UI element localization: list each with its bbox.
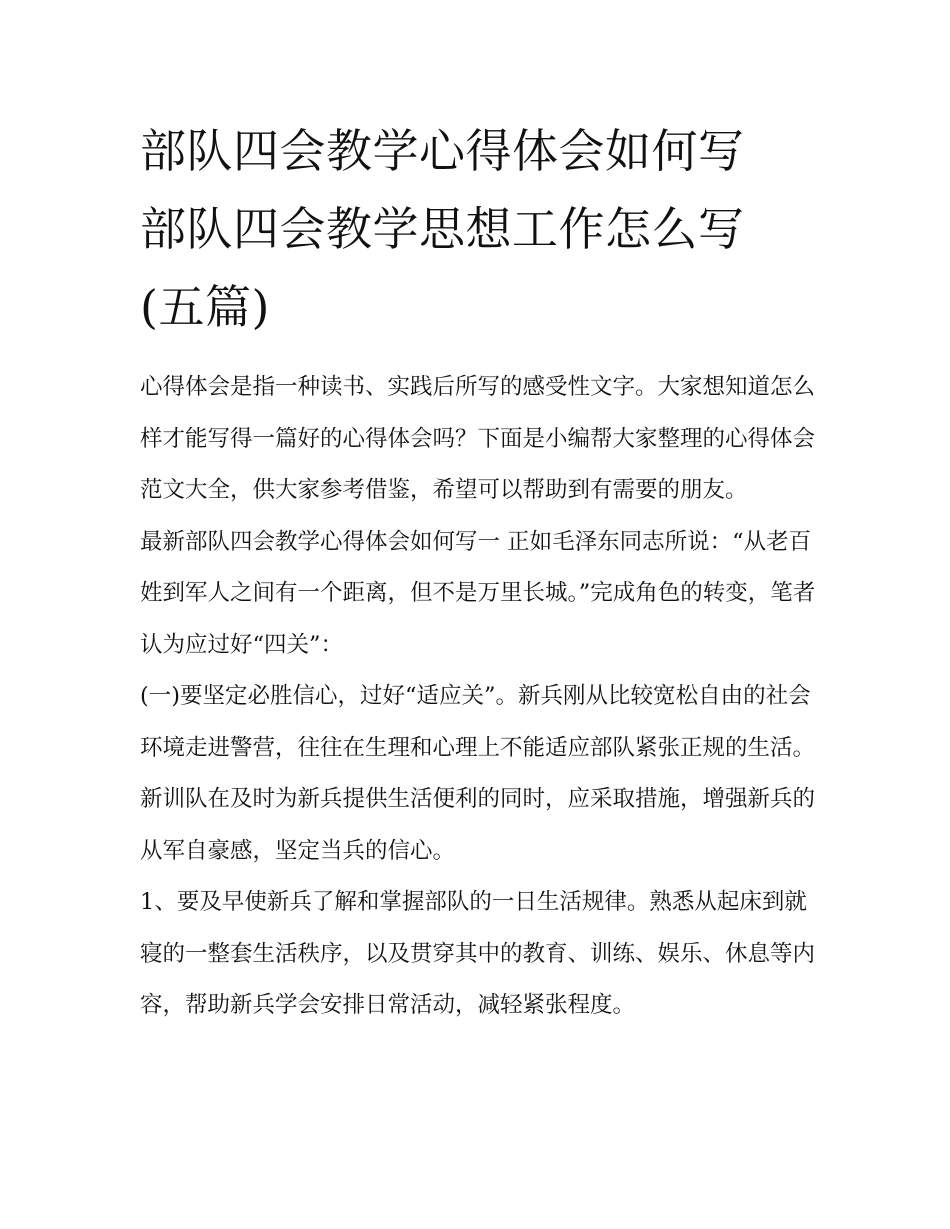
body-paragraph: (一)要坚定必胜信心，过好“适应关”。新兵刚从比较宽松自由的社会环境走进警营，往往在生理和心理上不能适应部队紧张正规的生活。新训队在及时为新兵提供生活便利的同时，应采取措施，增强新兵的从军自豪感，坚定当兵的信心。 (140, 683, 816, 864)
title-line: 部队四会教学心得体会如何写 (140, 124, 745, 178)
document-body (140, 362, 820, 1032)
body-paragraph: 最新部队四会教学心得体会如何写一 正如毛泽东同志所说：“从老百姓到军人之间有一个距离，但不是万里长城。”完成角色的转变，笔者认为应过好“四关”： (140, 528, 816, 658)
document-title (140, 112, 820, 346)
body-paragraph: 1、要及早使新兵了解和掌握部队的一日生活规律。熟悉从起床到就寝的一整套生活秩序，以及贯穿其中的教育、训练、娱乐、休息等内容，帮助新兵学会安排日常活动，减轻紧张程度。 (140, 889, 816, 1018)
document-page (140, 112, 820, 1032)
title-line: 部队四会教学思想工作怎么写 (140, 202, 745, 256)
intro-paragraph: 心得体会是指一种读书、实践后所写的感受性文字。大家想知道怎么样才能写得一篇好的心得体会吗？下面是小编帮大家整理的心得体会范文大全，供大家参考借鉴，希望可以帮助到有需要的朋友。 (140, 374, 816, 503)
title-line: (五篇) (140, 280, 270, 334)
